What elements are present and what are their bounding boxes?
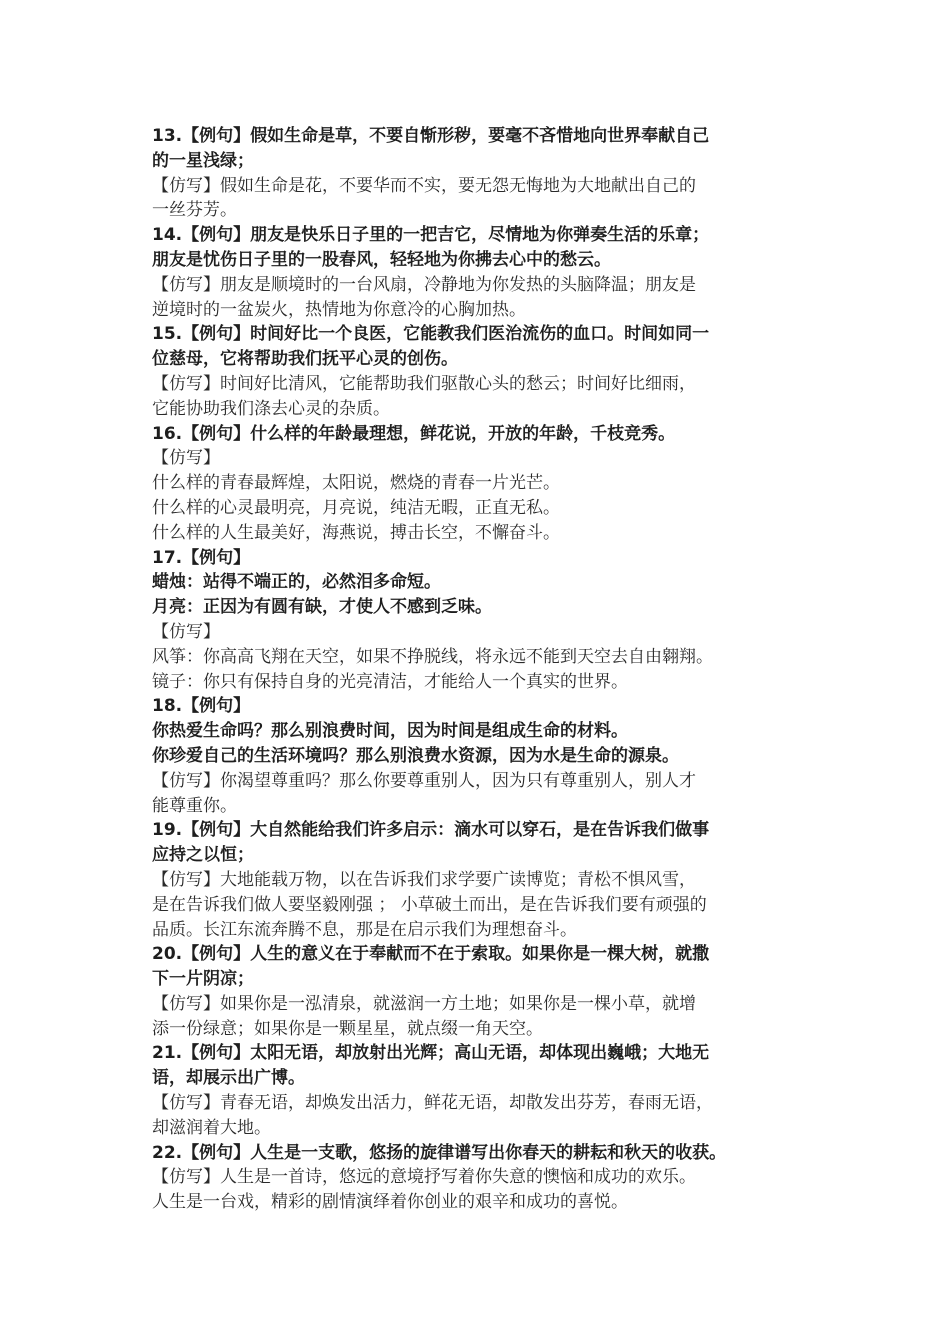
- imitation-line: 它能协助我们涤去心灵的杂质。: [152, 398, 390, 419]
- example-sentence-line: 21.【例句】太阳无语，却放射出光辉；高山无语，却体现出巍峨；大地无: [152, 1043, 710, 1064]
- imitation-line: 【仿写】朋友是顺境时的一台风扇，冷静地为你发热的头脑降温；朋友是: [152, 274, 696, 295]
- imitation-line: 【仿写】你渴望尊重吗？那么你要尊重别人，因为只有尊重别人，别人才: [152, 770, 696, 791]
- imitation-line: 品质。长江东流奔腾不息，那是在启示我们为理想奋斗。: [152, 919, 577, 940]
- example-sentence-line: 你热爱生命吗？那么别浪费时间，因为时间是组成生命的材料。: [152, 721, 628, 742]
- example-sentence-line: 17.【例句】: [152, 547, 251, 568]
- example-sentence-line: 位慈母，它将帮助我们抚平心灵的创伤。: [152, 349, 458, 370]
- example-sentence-line: 18.【例句】: [152, 696, 251, 717]
- imitation-line: 镜子：你只有保持自身的光亮清洁，才能给人一个真实的世界。: [152, 671, 628, 692]
- imitation-line: 什么样的青春最辉煌，太阳说，燃烧的青春一片光芒。: [152, 473, 560, 494]
- example-sentence-line: 月亮：正因为有圆有缺，才使人不感到乏味。: [152, 597, 492, 618]
- imitation-line: 是在告诉我们做人要坚毅刚强 ； 小草破土而出，是在告诉我们要有顽强的: [152, 894, 707, 915]
- example-sentence-line: 19.【例句】大自然能给我们许多启示：滴水可以穿石，是在告诉我们做事: [152, 820, 710, 841]
- imitation-line: 【仿写】如果你是一泓清泉，就滋润一方土地；如果你是一棵小草，就增: [152, 993, 696, 1014]
- example-sentence-line: 13.【例句】假如生命是草，不要自惭形秽，要毫不吝惜地向世界奉献自己: [152, 126, 710, 146]
- example-sentence-line: 14.【例句】朋友是快乐日子里的一把吉它，尽情地为你弹奏生活的乐章；: [152, 225, 710, 246]
- imitation-line: 【仿写】大地能载万物，以在告诉我们求学要广读博览；青松不惧风雪，: [152, 869, 696, 890]
- imitation-line: 【仿写】: [152, 448, 220, 469]
- document-page: [152, 124, 812, 1215]
- example-sentence-line: 应持之以恒；: [152, 845, 254, 866]
- example-sentence-line: 下一片阴凉；: [152, 969, 254, 990]
- imitation-line: 一丝芬芳。: [152, 200, 237, 221]
- imitation-line: 什么样的心灵最明亮，月亮说，纯洁无暇，正直无私。: [152, 497, 560, 518]
- example-sentence-line: 的一星浅绿；: [152, 150, 254, 171]
- example-sentence-line: 15.【例句】时间好比一个良医，它能教我们医治流伤的血口。时间如同一: [152, 324, 710, 345]
- imitation-line: 什么样的人生最美好，海燕说，搏击长空，不懈奋斗。: [152, 522, 560, 543]
- example-sentence-line: 20.【例句】人生的意义在于奉献而不在于索取。如果你是一棵大树，就撒: [152, 944, 710, 965]
- imitation-line: 逆境时的一盆炭火，热情地为你意冷的心胸加热。: [152, 299, 526, 320]
- imitation-line: 【仿写】人生是一首诗，悠远的意境抒写着你失意的懊恼和成功的欢乐。: [152, 1167, 696, 1188]
- imitation-line: 【仿写】青春无语，却焕发出活力，鲜花无语，却散发出芬芳，春雨无语，: [152, 1093, 713, 1114]
- example-sentence-line: 朋友是忧伤日子里的一股春风，轻轻地为你拂去心中的愁云。: [152, 249, 611, 270]
- imitation-line: 能尊重你。: [152, 795, 237, 816]
- imitation-line: 添一份绿意；如果你是一颗星星，就点缀一角天空。: [152, 1018, 543, 1039]
- example-sentence-line: 22.【例句】人生是一支歌，悠扬的旋律谱写出你春天的耕耘和秋天的收获。: [152, 1142, 727, 1163]
- imitation-line: 【仿写】假如生命是花，不要华而不实，要无怨无悔地为大地献出自己的: [152, 175, 696, 196]
- example-sentence-line: 蜡烛：站得不端正的，必然泪多命短。: [152, 572, 441, 593]
- imitation-line: 却滋润着大地。: [152, 1117, 271, 1138]
- example-sentence-line: 你珍爱自己的生活环境吗？那么别浪费水资源，因为水是生命的源泉。: [152, 745, 679, 766]
- imitation-line: 人生是一台戏，精彩的剧情演绎着你创业的艰辛和成功的喜悦。: [152, 1192, 628, 1213]
- example-sentence-line: 语，却展示出广博。: [152, 1068, 305, 1089]
- imitation-line: 【仿写】时间好比清风，它能帮助我们驱散心头的愁云；时间好比细雨，: [152, 373, 696, 394]
- imitation-line: 风筝：你高高飞翔在天空，如果不挣脱线，将永远不能到天空去自由翱翔。: [152, 646, 713, 667]
- example-sentence-line: 16.【例句】什么样的年龄最理想，鲜花说，开放的年龄，千枝竞秀。: [152, 423, 676, 444]
- imitation-line: 【仿写】: [152, 621, 220, 642]
